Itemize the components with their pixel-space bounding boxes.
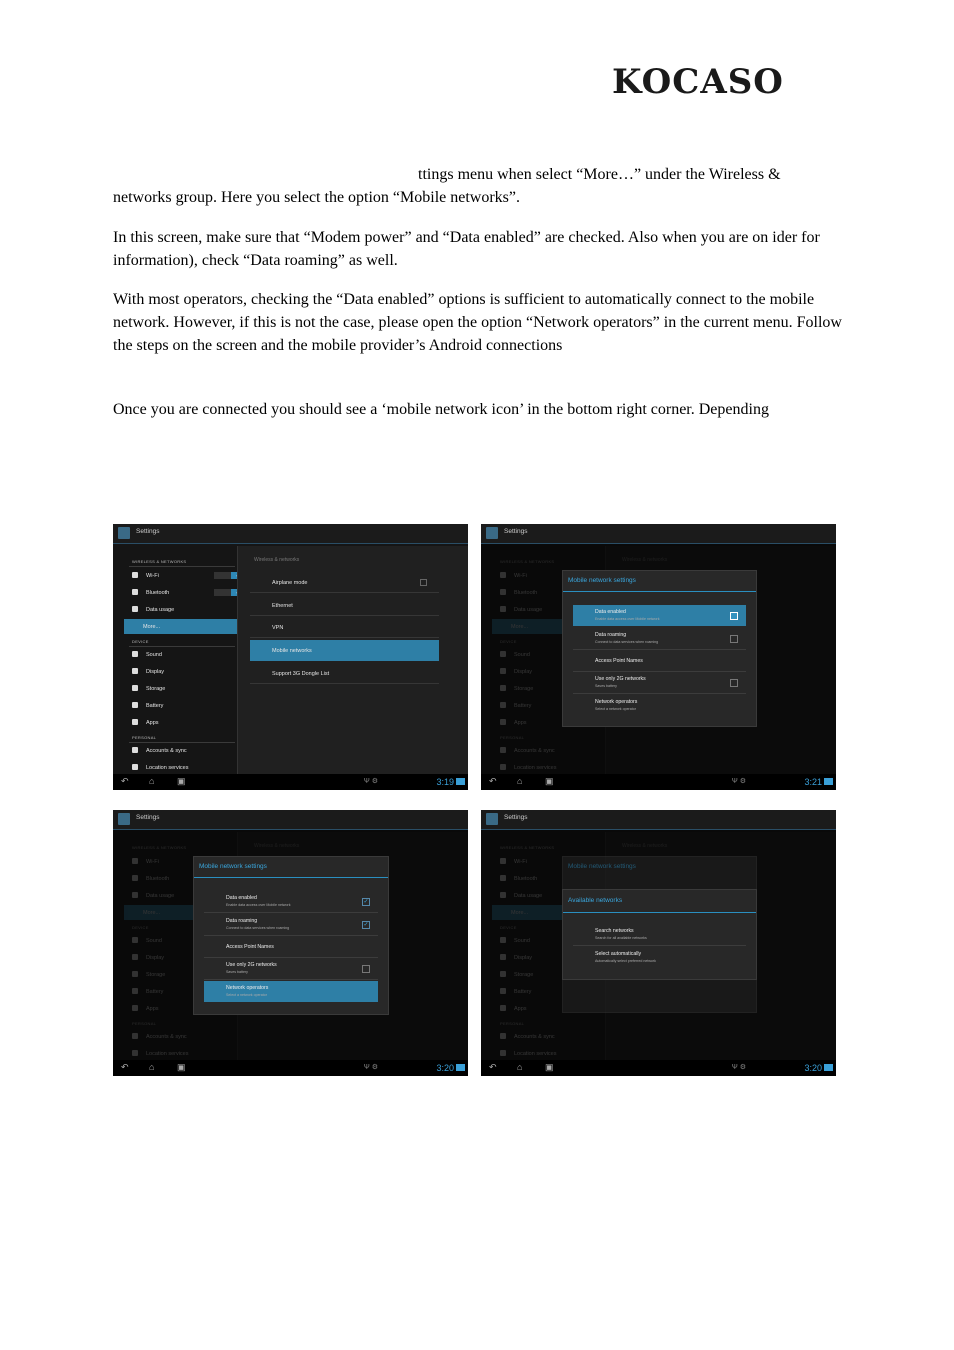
clock: 3:21: [804, 777, 822, 787]
data-enabled-row[interactable]: Data enabled Enable data access over Mobile network: [573, 605, 746, 626]
select-automatically-row[interactable]: Select automatically Automatically select preferred network: [595, 951, 656, 963]
apn-row[interactable]: Access Point Names: [573, 650, 746, 672]
back-icon[interactable]: ↶: [121, 1062, 129, 1072]
recents-icon[interactable]: ▣: [177, 1062, 186, 1072]
wifi-icon: [132, 572, 138, 578]
pane-header: Wireless & networks: [254, 557, 300, 563]
back-icon[interactable]: ↶: [489, 776, 497, 786]
usb-icon: Ψ ⚙: [363, 1064, 378, 1071]
item-location[interactable]: Location services: [132, 760, 232, 773]
recents-icon[interactable]: ▣: [545, 776, 554, 786]
home-icon[interactable]: ⌂: [517, 776, 523, 786]
home-icon[interactable]: ⌂: [149, 776, 155, 786]
available-networks-dialog: [562, 889, 757, 980]
item-more[interactable]: More...: [124, 619, 237, 634]
sync-icon: [132, 747, 138, 753]
data-roaming-row[interactable]: Data roaming Connect to data services when roaming: [573, 628, 746, 650]
display-icon: [132, 668, 138, 674]
back-icon[interactable]: ↶: [489, 1062, 497, 1072]
network-operators-row[interactable]: Network operators Select a network operator: [595, 699, 638, 711]
action-bar: [113, 810, 468, 830]
only-2g-row[interactable]: Use only 2G networks Saves battery: [204, 958, 378, 980]
paragraph-2: In this screen, make sure that “Modem power” and “Data enabled” are checked. Also when you are on ider for information), check “Data roaming” as well.: [113, 229, 820, 269]
mobile-network-dialog: [562, 570, 757, 727]
item-apps[interactable]: Apps: [132, 715, 232, 728]
network-operators-row[interactable]: Network operators Select a network operator: [204, 981, 378, 1002]
item-accounts[interactable]: Accounts & sync: [132, 743, 232, 756]
location-icon: [132, 764, 138, 770]
screenshot-network-operators: [113, 810, 468, 1076]
action-bar: [113, 524, 468, 544]
ethernet-row[interactable]: Ethernet: [250, 595, 439, 616]
mobile-network-dialog: [193, 856, 389, 1015]
settings-list: [127, 546, 237, 774]
storage-icon: [132, 685, 138, 691]
recents-icon[interactable]: ▣: [177, 776, 186, 786]
action-bar-title: Settings: [136, 528, 160, 535]
vpn-row[interactable]: VPN: [250, 617, 439, 638]
back-icon[interactable]: ↶: [121, 776, 129, 786]
airplane-mode-row[interactable]: Airplane mode: [250, 572, 439, 593]
settings-icon: [486, 813, 498, 825]
dialog-title: Mobile network settings: [568, 577, 636, 584]
section-personal: PERSONAL: [132, 735, 157, 740]
mobile-networks-row[interactable]: Mobile networks: [250, 640, 439, 661]
mobile-network-dialog-behind: Mobile network settings: [562, 856, 757, 1013]
apn-row[interactable]: Access Point Names: [204, 936, 378, 958]
system-nav-bar: [113, 1060, 468, 1076]
dongle-list-row[interactable]: Support 3G Dongle List: [250, 663, 439, 684]
section-wireless: WIRELESS & NETWORKS: [132, 559, 187, 564]
usb-icon: Ψ ⚙: [731, 1064, 746, 1071]
data-roaming-row[interactable]: Data roaming Connect to data services when roaming ✓: [204, 914, 378, 936]
action-bar: [481, 524, 836, 544]
apps-icon: [132, 719, 138, 725]
home-icon[interactable]: ⌂: [517, 1062, 523, 1072]
only-2g-checkbox[interactable]: [362, 965, 370, 973]
airplane-checkbox[interactable]: [420, 579, 427, 586]
battery-status-icon: [824, 1064, 833, 1071]
action-bar-title: Settings: [504, 528, 528, 535]
home-icon[interactable]: ⌂: [149, 1062, 155, 1072]
data-roaming-checkbox[interactable]: ✓: [363, 922, 369, 928]
only-2g-checkbox[interactable]: [730, 679, 738, 687]
screenshot-mobile-network-settings: [481, 524, 836, 790]
data-roaming-checkbox[interactable]: [730, 635, 738, 643]
system-nav-bar: [113, 774, 468, 790]
data-enabled-row[interactable]: Data enabled Enable data access over Mobile network ✓: [204, 891, 378, 913]
screenshot-available-networks: [481, 810, 836, 1076]
battery-status-icon: [456, 1064, 465, 1071]
item-sound[interactable]: Sound: [132, 647, 232, 660]
section-device: DEVICE: [132, 639, 149, 644]
clock: 3:20: [436, 1063, 454, 1073]
brand-logo: KOCASO: [612, 62, 784, 102]
settings-icon: [118, 527, 130, 539]
system-nav-bar: [481, 774, 836, 790]
clock: 3:20: [804, 1063, 822, 1073]
usb-icon: Ψ ⚙: [363, 778, 378, 785]
item-data-usage[interactable]: Data usage: [132, 602, 232, 615]
clock: 3:19: [436, 777, 454, 787]
wireless-pane: [237, 546, 468, 774]
screenshot-more-menu: [113, 524, 468, 790]
paragraph-3: With most operators, checking the “Data enabled” options is sufficient to automatically connect to the mobile network. However, if this is not the case, please open the option “Network operators” in the current menu. Follow the steps on the screen and the mobile provider’s Android connections: [113, 291, 842, 354]
paragraph-4: Once you are connected you should see a ‘mobile network icon’ in the bottom right corner. Depending: [113, 401, 769, 418]
battery-icon: [132, 702, 138, 708]
dialog-title: Mobile network settings: [199, 863, 267, 870]
settings-icon: [486, 527, 498, 539]
system-nav-bar: [481, 1060, 836, 1076]
item-bluetooth[interactable]: Bluetooth: [132, 585, 232, 598]
action-bar-title: Settings: [504, 814, 528, 821]
action-bar: [481, 810, 836, 830]
action-bar-title: Settings: [136, 814, 160, 821]
battery-status-icon: [824, 778, 833, 785]
usb-icon: Ψ ⚙: [731, 778, 746, 785]
data-usage-icon: [132, 606, 138, 612]
recents-icon[interactable]: ▣: [545, 1062, 554, 1072]
item-display[interactable]: Display: [132, 664, 232, 677]
search-networks-row[interactable]: Search networks Search for all available networks: [573, 924, 746, 946]
item-battery[interactable]: Battery: [132, 698, 232, 711]
available-networks-title: Available networks: [568, 897, 623, 904]
paragraph-1: ttings menu when select “More…” under the Wireless & networks group. Here you select the option “Mobile networks”.: [113, 166, 781, 206]
item-wifi[interactable]: Wi-Fi: [132, 568, 232, 581]
data-enabled-checkbox[interactable]: ✓: [363, 899, 369, 905]
battery-status-icon: [456, 778, 465, 785]
bluetooth-icon: [132, 589, 138, 595]
sound-icon: [132, 651, 138, 657]
only-2g-row[interactable]: Use only 2G networks Saves battery: [573, 672, 746, 694]
data-enabled-checkbox[interactable]: [730, 612, 738, 620]
item-storage[interactable]: Storage: [132, 681, 232, 694]
settings-icon: [118, 813, 130, 825]
